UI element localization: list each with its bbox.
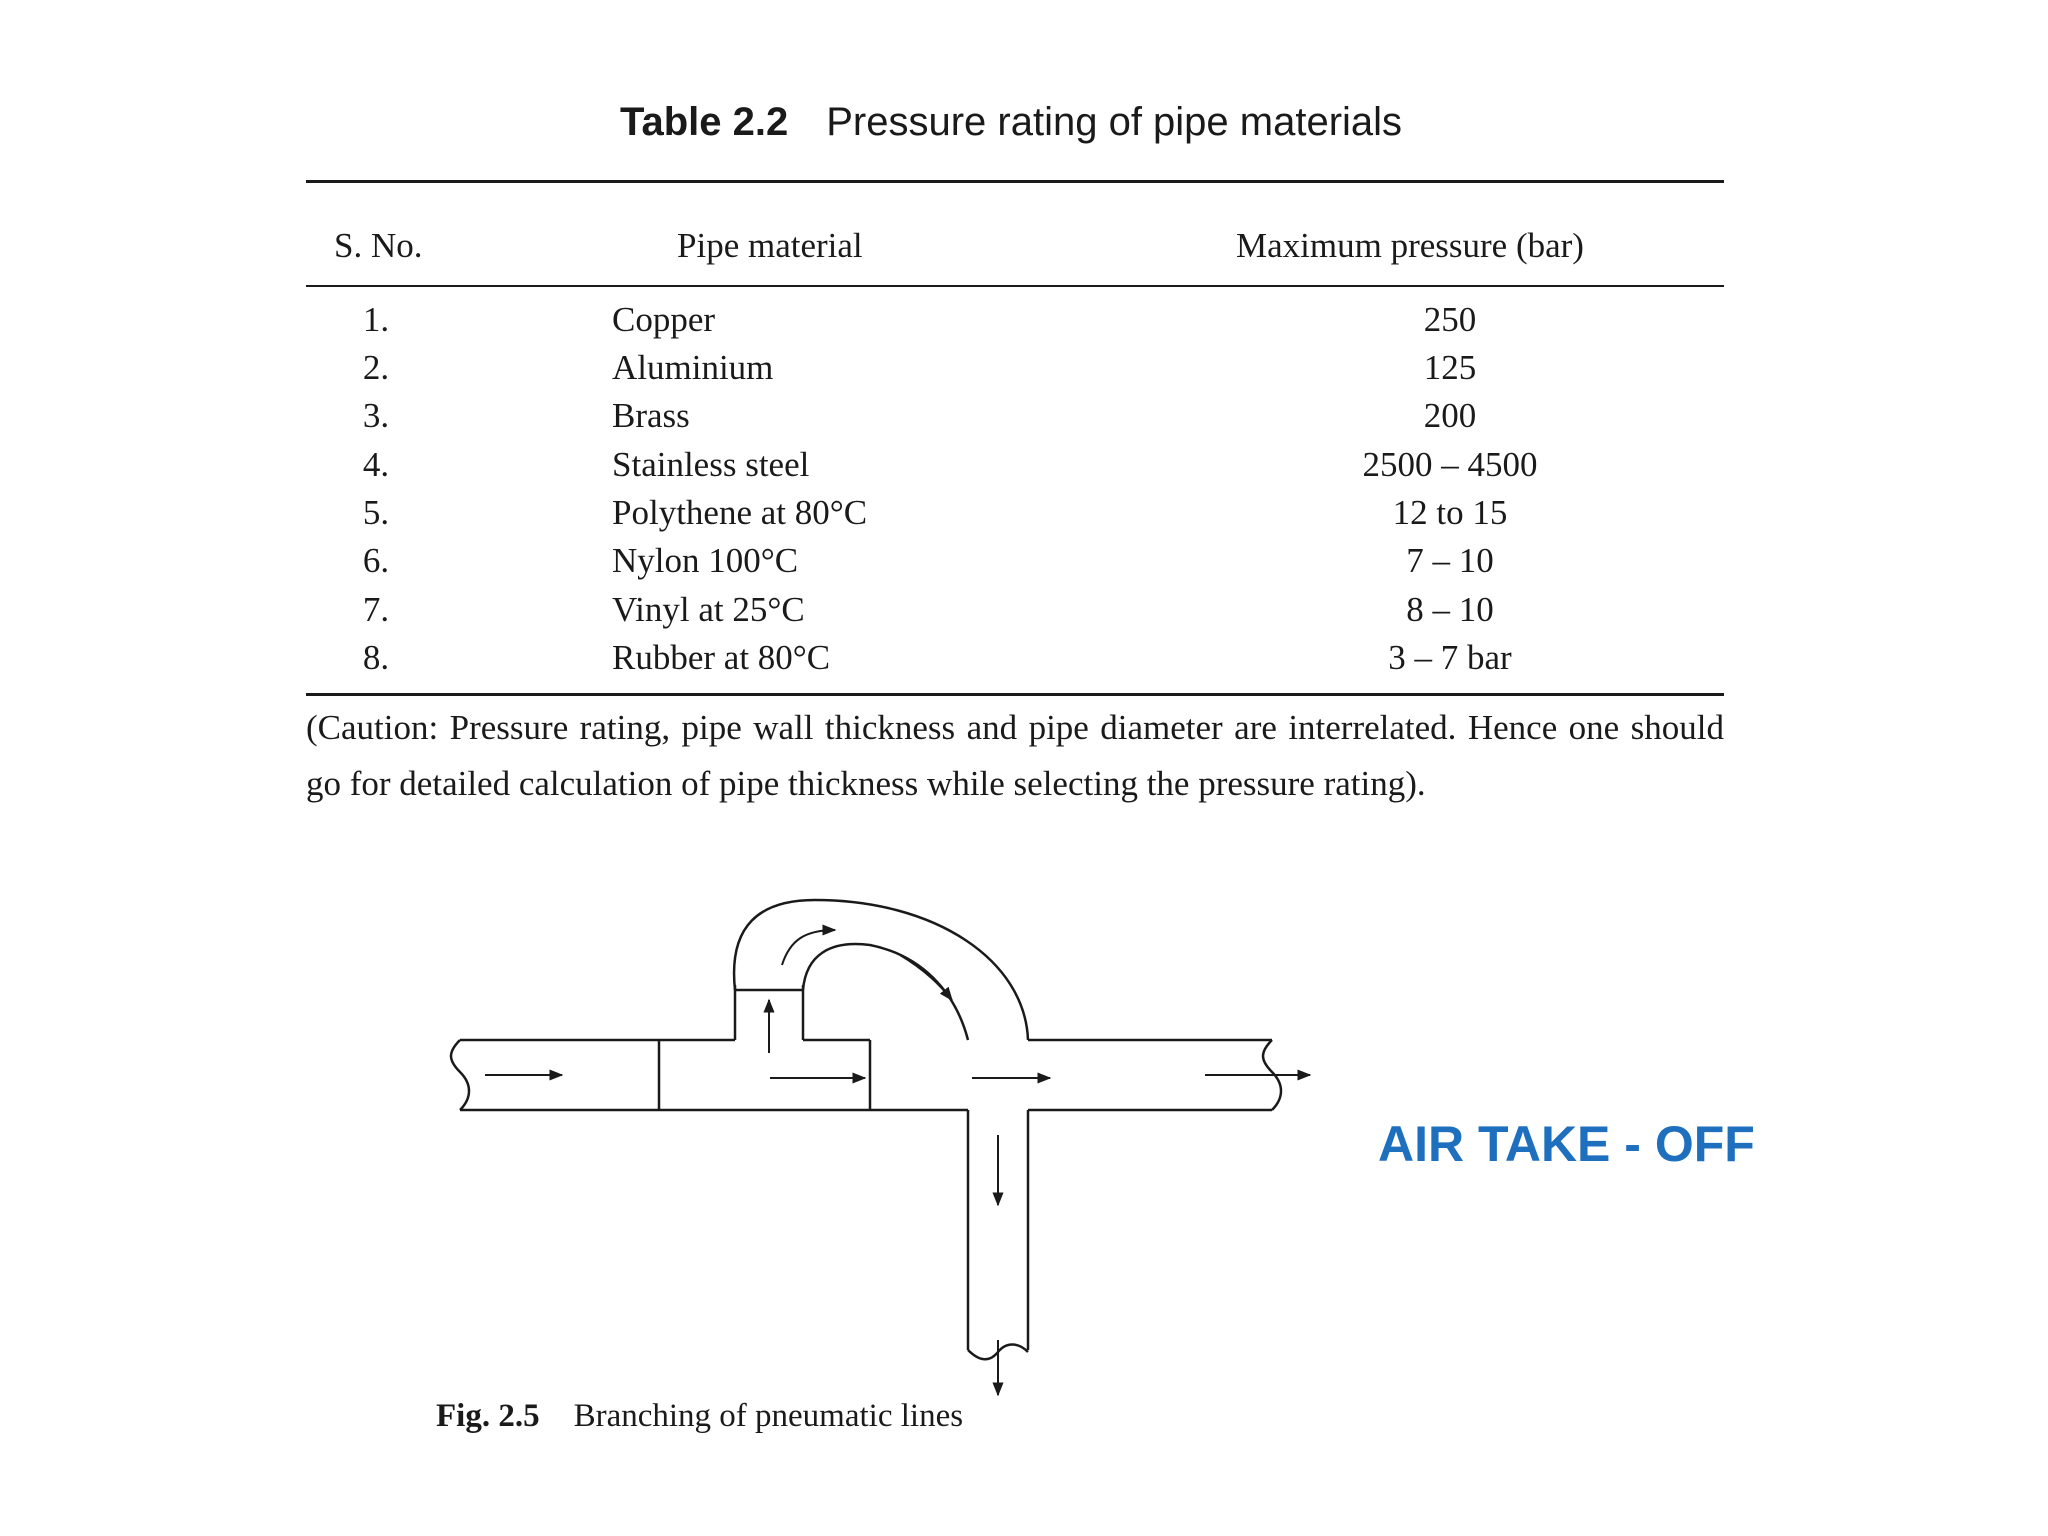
row-pressure: 250 (1423, 300, 1477, 339)
caution-note: (Caution: Pressure rating, pipe wall thickness and pipe diameter are interrelated. Hence one should go for detailed calculation of pipe thickness while selecting the pressure rating). (306, 708, 1724, 803)
left-pipe-break (451, 1040, 469, 1110)
figure-label: Fig. 2.5 (436, 1398, 540, 1434)
row-pressure: 7 – 10 (1406, 541, 1494, 580)
row-number: 2. (362, 348, 390, 387)
row-pressure: 8 – 10 (1406, 590, 1494, 629)
table-label: Table 2.2 (620, 100, 789, 144)
header-pressure: Maximum pressure (bar) (1236, 226, 1584, 265)
row-material: Rubber at 80°C (612, 638, 831, 677)
row-material: Copper (612, 300, 716, 339)
row-pressure: 2500 – 4500 (1362, 445, 1538, 484)
row-number: 7. (362, 590, 390, 629)
row-number: 5. (362, 493, 390, 532)
row-pressure: 200 (1423, 396, 1477, 435)
row-number: 8. (362, 638, 390, 677)
header-material: Pipe material (677, 226, 863, 265)
row-material: Vinyl at 25°C (612, 590, 805, 629)
flow-arrow-bend-top (782, 930, 835, 965)
row-pressure: 3 – 7 bar (1388, 638, 1512, 677)
row-pressure: 125 (1423, 348, 1477, 387)
flow-arrow-bend-down (900, 955, 952, 1000)
row-number: 6. (362, 541, 390, 580)
row-material: Nylon 100°C (612, 541, 799, 580)
row-material: Aluminium (612, 348, 774, 387)
header-sno: S. No. (334, 226, 423, 265)
table-caption: Pressure rating of pipe materials (826, 100, 1403, 144)
figure-caption-text: Branching of pneumatic lines (573, 1398, 964, 1434)
bend-inner-wall (803, 944, 968, 1040)
row-material: Stainless steel (612, 445, 810, 484)
row-material: Polythene at 80°C (612, 493, 868, 532)
row-number: 1. (362, 300, 390, 339)
row-pressure: 12 to 15 (1392, 493, 1508, 532)
figure-caption (436, 1398, 963, 1435)
row-number: 4. (362, 445, 390, 484)
row-number: 3. (362, 396, 390, 435)
row-material: Brass (612, 396, 690, 435)
bend-outer-wall (734, 900, 1028, 1040)
air-take-off-label: AIR TAKE - OFF (1378, 1116, 1755, 1172)
